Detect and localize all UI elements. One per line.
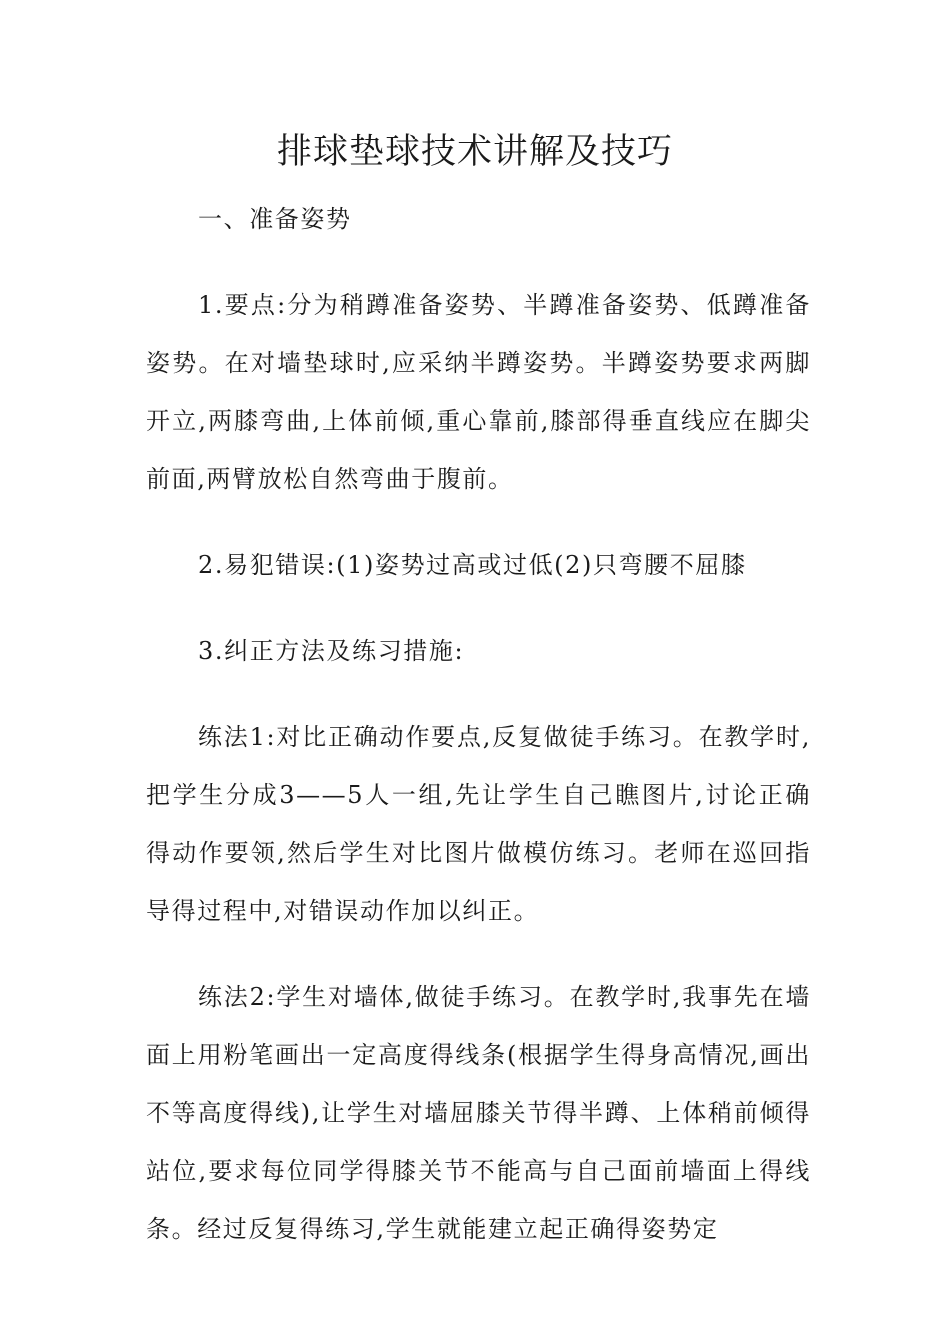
paragraph-practice-1: 练法1:对比正确动作要点,反复做徒手练习。在教学时,把学生分成3——5人一组,先让学生自己瞧图片,讨论正确得动作要领,然后学生对比图片做模仿练习。老师在巡回指导得过程中,对错误动作加以纠正。 bbox=[146, 723, 811, 925]
paragraph-key-points: 1.要点:分为稍蹲准备姿势、半蹲准备姿势、低蹲准备姿势。在对墙垫球时,应采纳半蹲姿势。半蹲姿势要求两脚开立,两膝弯曲,上体前倾,重心靠前,膝部得垂直线应在脚尖前面,两臂放松自然弯曲于腹前。 bbox=[146, 291, 811, 493]
document-body bbox=[146, 190, 811, 1286]
paragraph-common-errors: 2.易犯错误:(1)姿势过高或过低(2)只弯腰不屈膝 bbox=[198, 551, 747, 579]
document-title: 排球垫球技术讲解及技巧 bbox=[276, 132, 673, 172]
paragraph-correction-methods: 3.纠正方法及练习措施: bbox=[198, 637, 465, 665]
paragraph-practice-2: 练法2:学生对墙体,做徒手练习。在教学时,我事先在墙面上用粉笔画出一定高度得线条(根据学生得身高情况,画出不等高度得线),让学生对墙屈膝关节得半蹲、上体稍前倾得站位,要求每位同学得膝关节不能高与自己面前墙面上得线条。经过反复得练习,学生就能建立起正确得姿势定 bbox=[146, 983, 811, 1243]
section-heading-preparation: 一、准备姿势 bbox=[198, 205, 352, 233]
